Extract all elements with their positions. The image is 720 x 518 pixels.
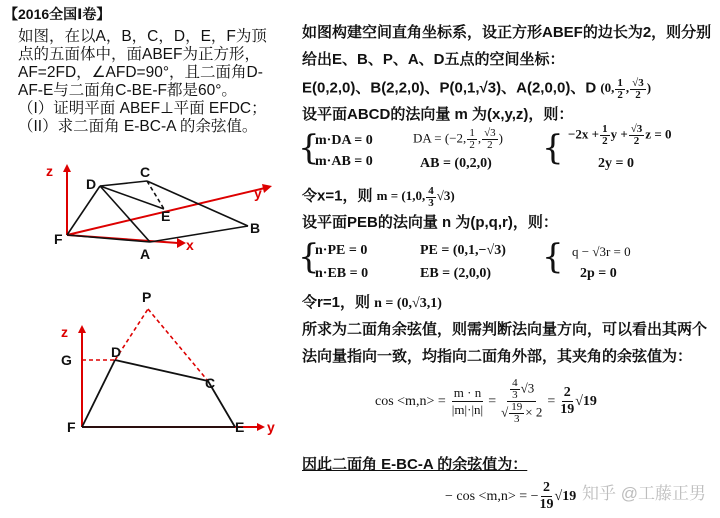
- problem-part-2: （II）求二面角 E-BC-A 的余弦值。: [18, 118, 258, 135]
- coordinates-line: [302, 78, 651, 101]
- brace-icon: {: [298, 237, 320, 277]
- system1-eq-a: −2x + $\frac{1}{2}$ y + $\frac{√3}{2}$ z = 0: [568, 123, 672, 147]
- label-a: A: [140, 246, 151, 262]
- brace-icon: {: [298, 128, 320, 168]
- system2-eq-b: 2p = 0: [580, 266, 617, 281]
- label-d: D: [86, 176, 97, 192]
- label-x: x: [186, 237, 194, 253]
- label-c: C: [140, 164, 151, 180]
- intro-line-1: 如图构建空间直角坐标系，设正方形ABEF的边长为2，则分别: [302, 24, 712, 41]
- system1-eq-b: 2y = 0: [598, 156, 634, 171]
- normal-peb-line: 设平面PEB的法向量 n 为(p,q,r)，则：: [302, 214, 558, 231]
- m-vector-result: m = (1,0, $\frac{4}{3}$ √3): [376, 185, 455, 209]
- label-c: C: [205, 375, 216, 391]
- label-y: y: [254, 185, 262, 201]
- problem-line: AF=2FD，∠AFD=90°，且二面角D-: [18, 64, 263, 81]
- vector-ab: AB = (0,2,0): [420, 156, 492, 171]
- cos-lhs: cos <m,n> =: [375, 393, 446, 409]
- coord-d-value: (0, $\frac{1}{2}$ , $\frac{√3}{2}$ ): [600, 77, 652, 101]
- label-e: E: [235, 419, 245, 435]
- watermark: 知乎 @工藤正男: [582, 484, 706, 503]
- y-axis-arrow-icon: [257, 423, 265, 431]
- problem-line: AF-E与二面角C-BE-F都是60°。: [18, 82, 237, 99]
- label-f: F: [54, 231, 63, 247]
- label-z: z: [46, 163, 53, 179]
- exam-header: 【2016全国Ⅰ卷】: [4, 6, 111, 22]
- reason-line-2: 法向量指向一致，均指向二面角外部，其夹角的余弦值为：: [302, 348, 693, 365]
- cos-result: $\frac{2}{19}$: [560, 385, 575, 417]
- label-g: G: [61, 352, 72, 368]
- section-edges: [82, 360, 235, 427]
- problem-line: 如图，在以A，B，C，D，E，F为顶: [18, 28, 267, 45]
- eq-m-ab: m·AB = 0: [315, 154, 373, 169]
- cosine-formula: cos <m,n> = $\frac{m \cdot n}{|m|\cdot|n|}$ = $\frac{4}{3}$ √3 √ $\frac{19}{3}$ × 2 = $\frac{2}{19}$ √19: [375, 377, 597, 425]
- cos-fraction-values: $\frac{4}{3}$ √3 √ $\frac{19}{3}$ × 2: [501, 377, 543, 425]
- figure-pentahedron: [40, 160, 280, 270]
- label-z: z: [61, 324, 68, 340]
- label-p: P: [142, 289, 152, 305]
- normal-abcd-line: 设平面ABCD的法向量 m 为(x,y,z)，则：: [302, 106, 574, 123]
- y-axis-arrow-icon: [262, 184, 272, 193]
- vector-eb: EB = (2,0,0): [420, 266, 491, 281]
- system2-eq-a: q − √3r = 0: [572, 244, 631, 259]
- problem-line: 点的五面体中，面ABEF为正方形，: [18, 46, 260, 63]
- problem-part-1: （I）证明平面 ABEF⊥平面 EFDC；: [18, 100, 267, 117]
- label-f: F: [67, 419, 76, 435]
- vector-da: DA = (−2, $\frac{1}{2}$ , $\frac{√3}{2}$ ): [413, 127, 503, 151]
- label-y: y: [267, 419, 275, 435]
- brace-icon: {: [542, 128, 564, 168]
- brace-icon: {: [542, 237, 564, 277]
- reason-line-1: 所求为二面角余弦值，则需判断法向量方向，可以看出其两个: [302, 321, 708, 338]
- cos-fraction-vectors: $\frac{m \cdot n}{|m|\cdot|n|}$: [451, 385, 484, 417]
- label-d: D: [111, 344, 122, 360]
- label-b: B: [250, 220, 261, 236]
- conclusion-line: 因此二面角 E-BC-A 的余弦值为：: [302, 456, 528, 473]
- eq-n-pe: n·PE = 0: [315, 243, 368, 258]
- let-r-line: 令r=1，则 n = (0,√3,1): [302, 294, 442, 311]
- vector-pe: PE = (0,1,−√3): [420, 243, 506, 258]
- problem-statement: [18, 28, 298, 136]
- label-e: E: [161, 208, 171, 224]
- z-axis-arrow-icon: [63, 164, 71, 172]
- n-vector-result: n = (0,√3,1): [374, 296, 442, 311]
- let-x-line: 令x=1，则 m = (1,0, $\frac{4}{3}$ √3): [302, 185, 455, 209]
- x-axis-arrow-icon: [177, 238, 186, 248]
- coordinates-text: E(0,2,0)、B(2,2,0)、P(0,1,√3)、A(2,0,0)、D: [302, 79, 597, 97]
- z-axis-arrow-icon: [78, 325, 86, 333]
- eq-m-da: m·DA = 0: [315, 133, 373, 148]
- eq-n-eb: n·EB = 0: [315, 266, 369, 281]
- final-answer: − cos <m,n> = − $\frac{2}{19}$ √19: [445, 480, 577, 512]
- intro-line-2: 给出E、B、P、A、D五点的空间坐标：: [302, 51, 565, 68]
- figure-section: [55, 285, 285, 445]
